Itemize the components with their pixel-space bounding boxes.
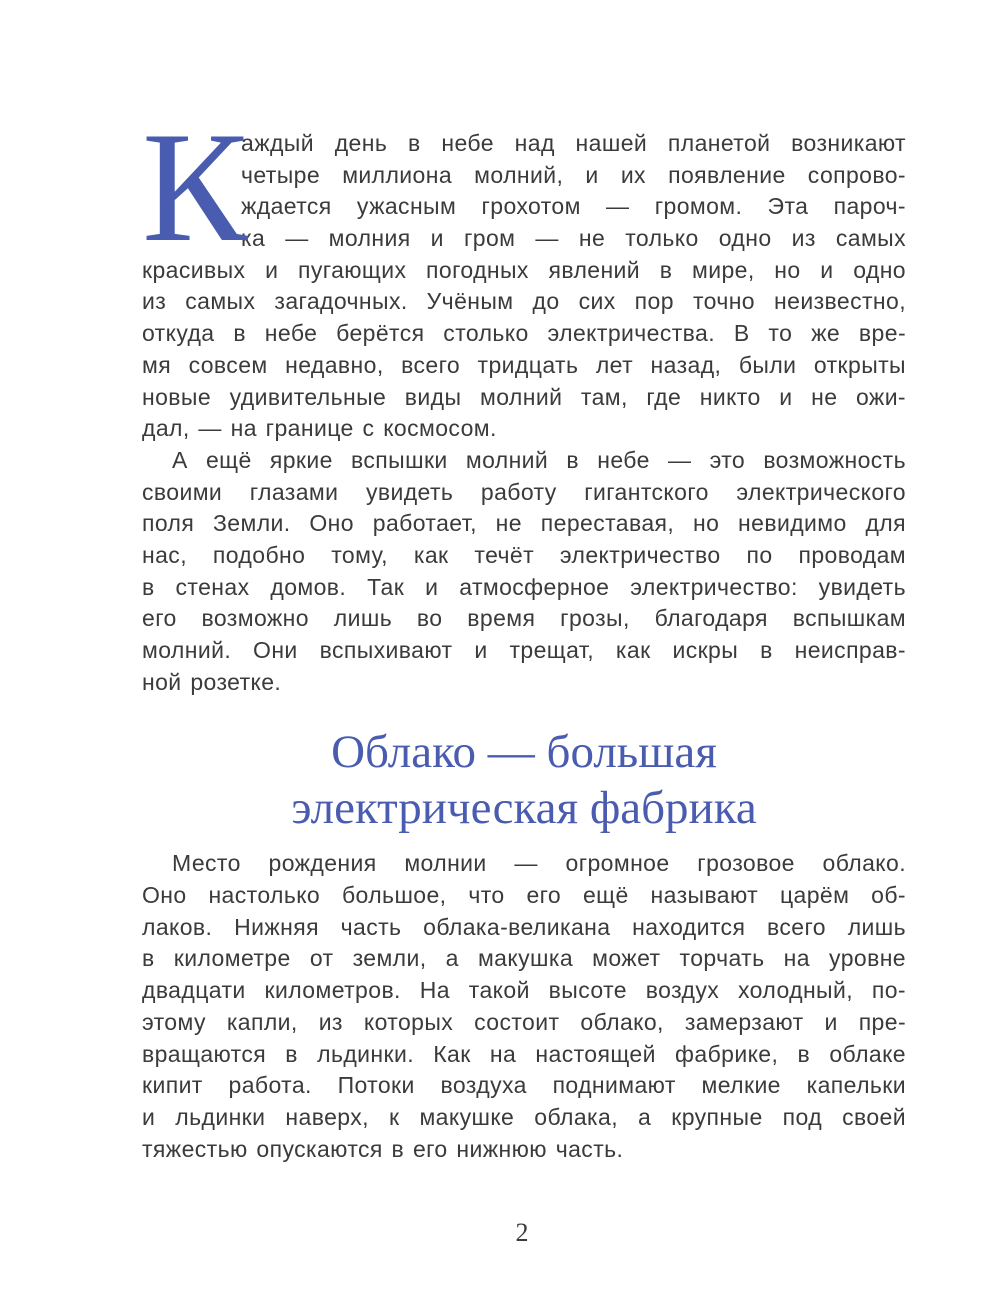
text-line: ждается ужасным грохотом — громом. Эта пароч- <box>241 193 906 220</box>
text-line: двадцати километров. На такой высоте воздух холодный, по- <box>142 977 906 1004</box>
text-line: его возможно лишь во время грозы, благодаря вспышкам <box>142 605 906 632</box>
text-line: молний. Они вспыхивают и трещат, как искры в неисправ- <box>142 637 906 663</box>
text-line: своими глазами увидеть работу гигантского электрического <box>142 478 906 505</box>
text-line: ка — молния и гром — не только одно из самых <box>241 225 906 252</box>
text-line: лаков. Нижняя часть облака-великана находится всего лишь <box>142 913 906 940</box>
text-line: кипит работа. Потоки воздуха поднимают мелкие капельки <box>142 1072 906 1099</box>
text-line: новые удивительные виды молний там, где никто и не ожи- <box>142 383 906 410</box>
page-content <box>142 100 906 1165</box>
text-line: мя совсем недавно, всего тридцать лет назад, были открыты <box>142 351 906 378</box>
text-line: в километре от земли, а макушка может торчать на уровне <box>142 945 906 972</box>
text-line: красивых и пугающих погодных явлений в мире, но и одно <box>142 256 906 283</box>
text-line: аждый день в небе над нашей планетой возникают <box>241 130 906 156</box>
text-line: тяжестью опускаются в его нижнюю часть. <box>142 1135 624 1162</box>
section-heading <box>142 724 906 836</box>
dropcap-letter: К <box>142 100 248 275</box>
page-number: 2 <box>515 1218 529 1247</box>
text-line: вращаются в льдинки. Как на настоящей фабрике, в облаке <box>142 1040 906 1067</box>
text-line: поля Земли. Оно работает, не переставая, но невидимо для <box>142 510 906 537</box>
intro-paragraph <box>142 100 906 445</box>
text-line: дал, — на границе с космосом. <box>142 415 497 442</box>
section-heading-line-1: Облако — большая <box>331 726 717 779</box>
text-line: и льдинки наверх, к макушке облака, а крупные под своей <box>142 1103 906 1130</box>
text-line: четыре миллиона молний, и их появление сопрово- <box>241 161 906 188</box>
section-paragraph <box>142 848 906 1165</box>
text-line: этому капли, из которых состоит облако, замерзают и пре- <box>142 1008 906 1035</box>
section-heading-line-2: электрическая фабрика <box>291 782 757 835</box>
text-line: из самых загадочных. Учёным до сих пор точно неизвестно, <box>142 288 906 315</box>
text-line: в стенах домов. Так и атмосферное электричество: увидеть <box>142 573 906 600</box>
text-line: А ещё яркие вспышки молний в небе — это возможность <box>172 446 906 473</box>
text-line: Место рождения молнии — огромное грозовое облако. <box>172 850 906 877</box>
second-paragraph <box>142 445 906 699</box>
text-line: Оно настолько большое, что его ещё называют царём об- <box>142 882 906 909</box>
text-line: ной розетке. <box>142 668 282 695</box>
text-line: откуда в небе берётся столько электричества. В то же вре- <box>142 320 906 347</box>
text-line: нас, подобно тому, как течёт электричество по проводам <box>142 541 906 568</box>
